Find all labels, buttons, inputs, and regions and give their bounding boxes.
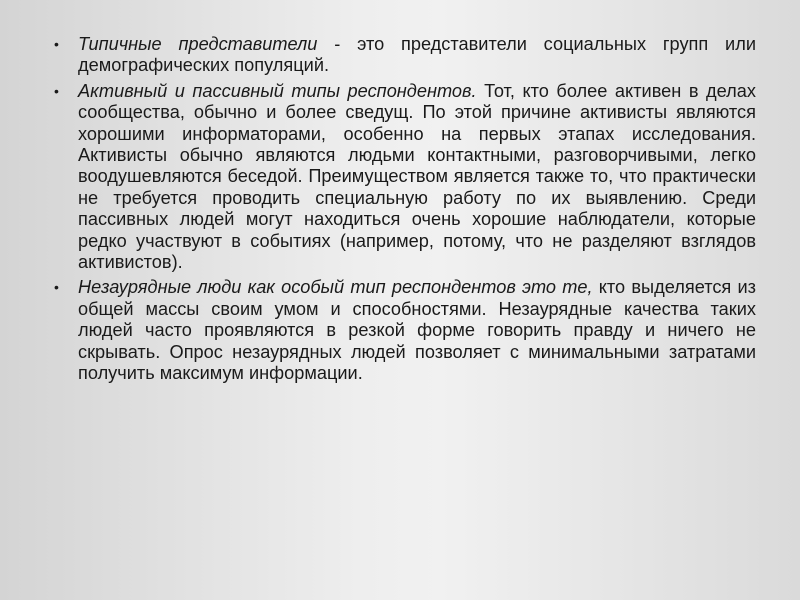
term-outstanding: Незаурядные люди как особый тип респондентов это те, [78, 277, 593, 298]
bullet-item-typical [52, 34, 756, 77]
bullet-item-outstanding [52, 277, 756, 384]
bullet-dot-icon: • [54, 36, 59, 52]
bullet-list [52, 34, 756, 389]
bullet-dot-icon: • [54, 279, 59, 296]
definition-outstanding: кто выделяется из общей массы своим умом и способностями. Незаурядные качества таких людей часто проявляются в резкой форме говорить правду и ничего не скрывать. Опрос незаурядных людей позволяет с минимальными затратами получить максимум информации. [78, 277, 756, 384]
term-active-passive: Активный и пассивный типы респондентов. [78, 80, 477, 101]
definition-active-passive: Тот, кто более активен в делах сообщества, обычно и более сведущ. По этой причине активисты являются хорошими информаторами, особенно на первых этапах исследования. Активисты обычно являются людьми контактными, разговорчивыми, легко воодушевляются беседой. Преимуществом является также то, что практически не требуется проводить специальную работу по их выявлению. Среди пассивных людей могут находиться очень хорошие наблюдатели, которые редко участвуют в событиях (например, потому, что не разделяют взглядов активистов). [78, 80, 757, 273]
definition-typical: - это представители социальных групп или демографических популяций. [78, 34, 756, 76]
bullet-dot-icon: • [54, 82, 59, 99]
term-typical: Типичные представители [78, 34, 318, 54]
bullet-item-active-passive [52, 81, 756, 274]
